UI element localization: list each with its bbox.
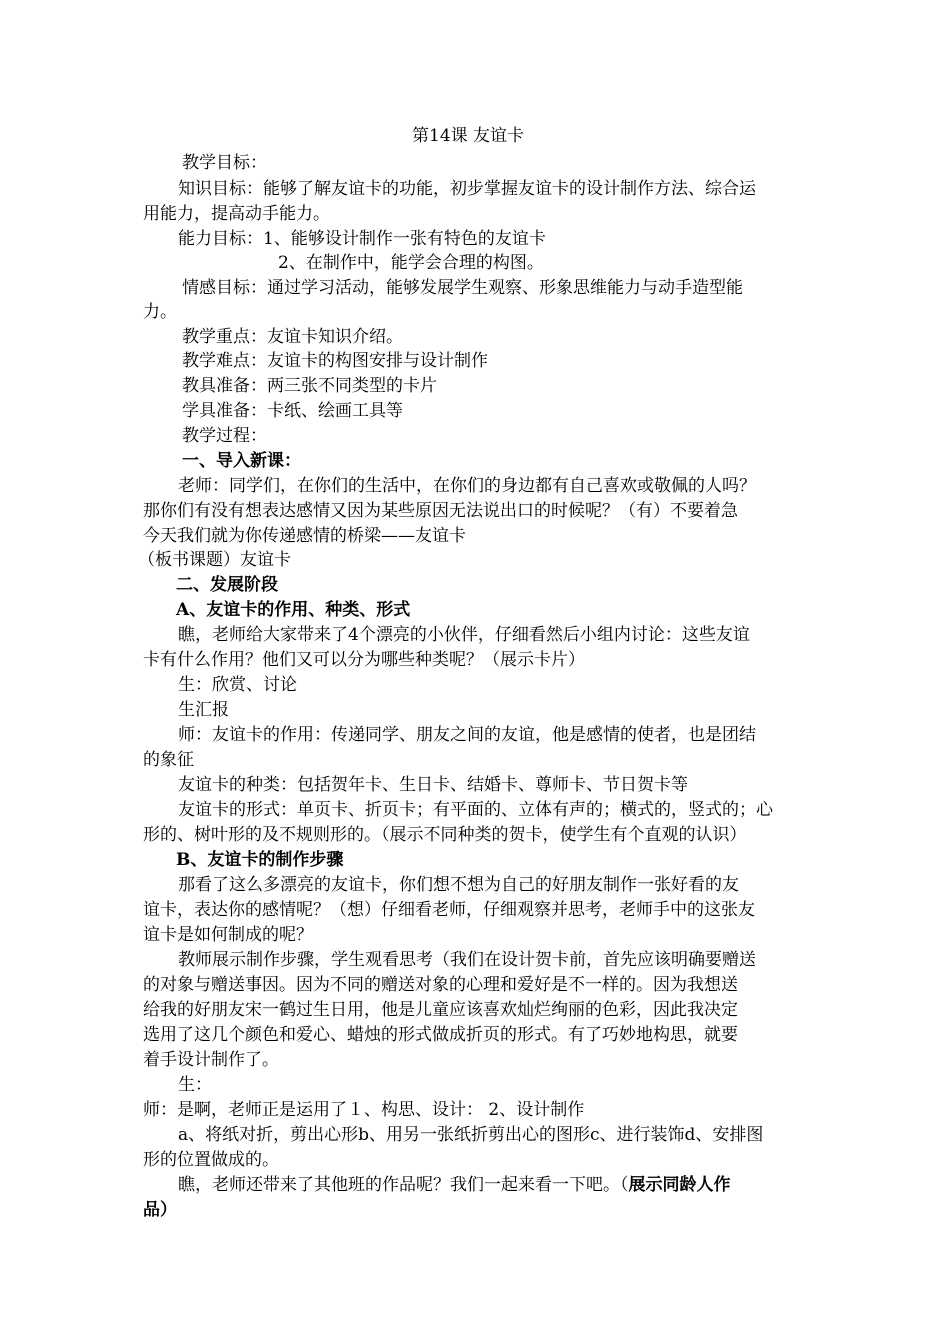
teaching-aids: 教具准备：两三张不同类型的卡片 <box>182 376 437 396</box>
difficulty: 教学难点：友谊卡的构图安排与设计制作 <box>182 351 488 371</box>
paragraph-text: 瞧，老师还带来了其他班的作品呢？我们一起来看一下吧。（ <box>178 1175 629 1195</box>
section1-heading: 一、导入新课： <box>182 451 301 471</box>
emotion-goal-line: 情感目标：通过学习活动，能够发展学生观察、形象思维能力与动手造型能 <box>182 278 743 298</box>
paragraph-line: 老师：同学们，在你们的生活中，在你们的身边都有自己喜欢或敬佩的人吗？ <box>178 476 756 496</box>
key-point: 教学重点：友谊卡知识介绍。 <box>182 327 403 347</box>
paragraph-line: 着手设计制作了。 <box>143 1050 279 1070</box>
paragraph-line: 谊卡是如何制成的呢？ <box>143 925 313 945</box>
paragraph-line: 生汇报 <box>178 700 229 720</box>
emotion-goal-line: 力。 <box>143 302 177 322</box>
paragraph-line: 那你们有没有想表达感情又因为某些原因无法说出口的时候呢？（有）不要着急 <box>143 501 738 521</box>
paragraph-line: （板书课题）友谊卡 <box>138 550 291 570</box>
paragraph-line: 生：欣赏、讨论 <box>178 675 297 695</box>
paragraph-line: 友谊卡的种类：包括贺年卡、生日卡、结婚卡、尊师卡、节日贺卡等 <box>178 775 688 795</box>
section2-heading: 二、发展阶段 <box>176 575 278 595</box>
bold-emphasis: 展示同龄人作 <box>628 1175 731 1195</box>
paragraph-line: a、将纸对折，剪出心形b、用另一张纸折剪出心的图形c、进行装饰d、安排图 <box>178 1125 764 1145</box>
paragraph-line: 今天我们就为你传递感情的桥梁——友谊卡 <box>143 526 466 546</box>
paragraph-line: 的对象与赠送事因。因为不同的赠送对象的心理和爱好是不一样的。因为我想送 <box>143 975 738 995</box>
paragraph-line: 形的、树叶形的及不规则形的。（展示不同种类的贺卡，使学生有个直观的认识） <box>143 825 747 845</box>
subsection-a-heading: A、友谊卡的作用、种类、形式 <box>176 600 411 620</box>
paragraph-line: 友谊卡的形式：单页卡、折页卡；有平面的、立体有声的；横式的，竖式的；心 <box>178 800 773 820</box>
paragraph-line: 生： <box>178 1075 212 1095</box>
student-aids: 学具准备：卡纸、绘画工具等 <box>182 401 403 421</box>
paragraph-line: 品） <box>143 1200 177 1220</box>
paragraph-line: 教师展示制作步骤，学生观看思考（我们在设计贺卡前，首先应该明确要赠送 <box>178 950 756 970</box>
paragraph-line <box>178 1173 731 1197</box>
paragraph-line: 给我的好朋友宋一鹤过生日用，他是儿童应该喜欢灿烂绚丽的色彩，因此我决定 <box>143 1000 738 1020</box>
paragraph-line: 那看了这么多漂亮的友谊卡，你们想不想为自己的好朋友制作一张好看的友 <box>178 875 739 895</box>
knowledge-goal-line: 知识目标：能够了解友谊卡的功能，初步掌握友谊卡的设计制作方法、综合运 <box>178 179 756 199</box>
paragraph-line: 师：是啊，老师正是运用了１、构思、设计： 2、设计制作 <box>143 1100 585 1120</box>
knowledge-goal-line: 用能力，提高动手能力。 <box>143 204 330 224</box>
paragraph-line: 师：友谊卡的作用：传递同学、朋友之间的友谊，他是感情的使者，也是团结 <box>178 725 756 745</box>
subsection-b-heading: B、友谊卡的制作步骤 <box>176 850 344 870</box>
paragraph-line: 的象征 <box>143 750 194 770</box>
objectives-heading: 教学目标： <box>182 153 267 173</box>
paragraph-line: 谊卡，表达你的感情呢？（想）仔细看老师，仔细观察并思考，老师手中的这张友 <box>143 900 755 920</box>
ability-goal-line: 能力目标：1、能够设计制作一张有特色的友谊卡 <box>178 229 546 249</box>
paragraph-line: 形的位置做成的。 <box>143 1150 279 1170</box>
page-title: 第14课 友谊卡 <box>412 126 525 146</box>
ability-goal-line: 2、在制作中，能学会合理的构图。 <box>278 253 544 273</box>
paragraph-line: 瞧，老师给大家带来了4个漂亮的小伙伴，仔细看然后小组内讨论：这些友谊 <box>178 625 750 645</box>
process-heading: 教学过程： <box>182 426 267 446</box>
paragraph-line: 选用了这几个颜色和爱心、蜡烛的形式做成折页的形式。有了巧妙地构思，就要 <box>143 1025 738 1045</box>
paragraph-line: 卡有什么作用？他们又可以分为哪些种类呢？（展示卡片） <box>143 650 585 670</box>
